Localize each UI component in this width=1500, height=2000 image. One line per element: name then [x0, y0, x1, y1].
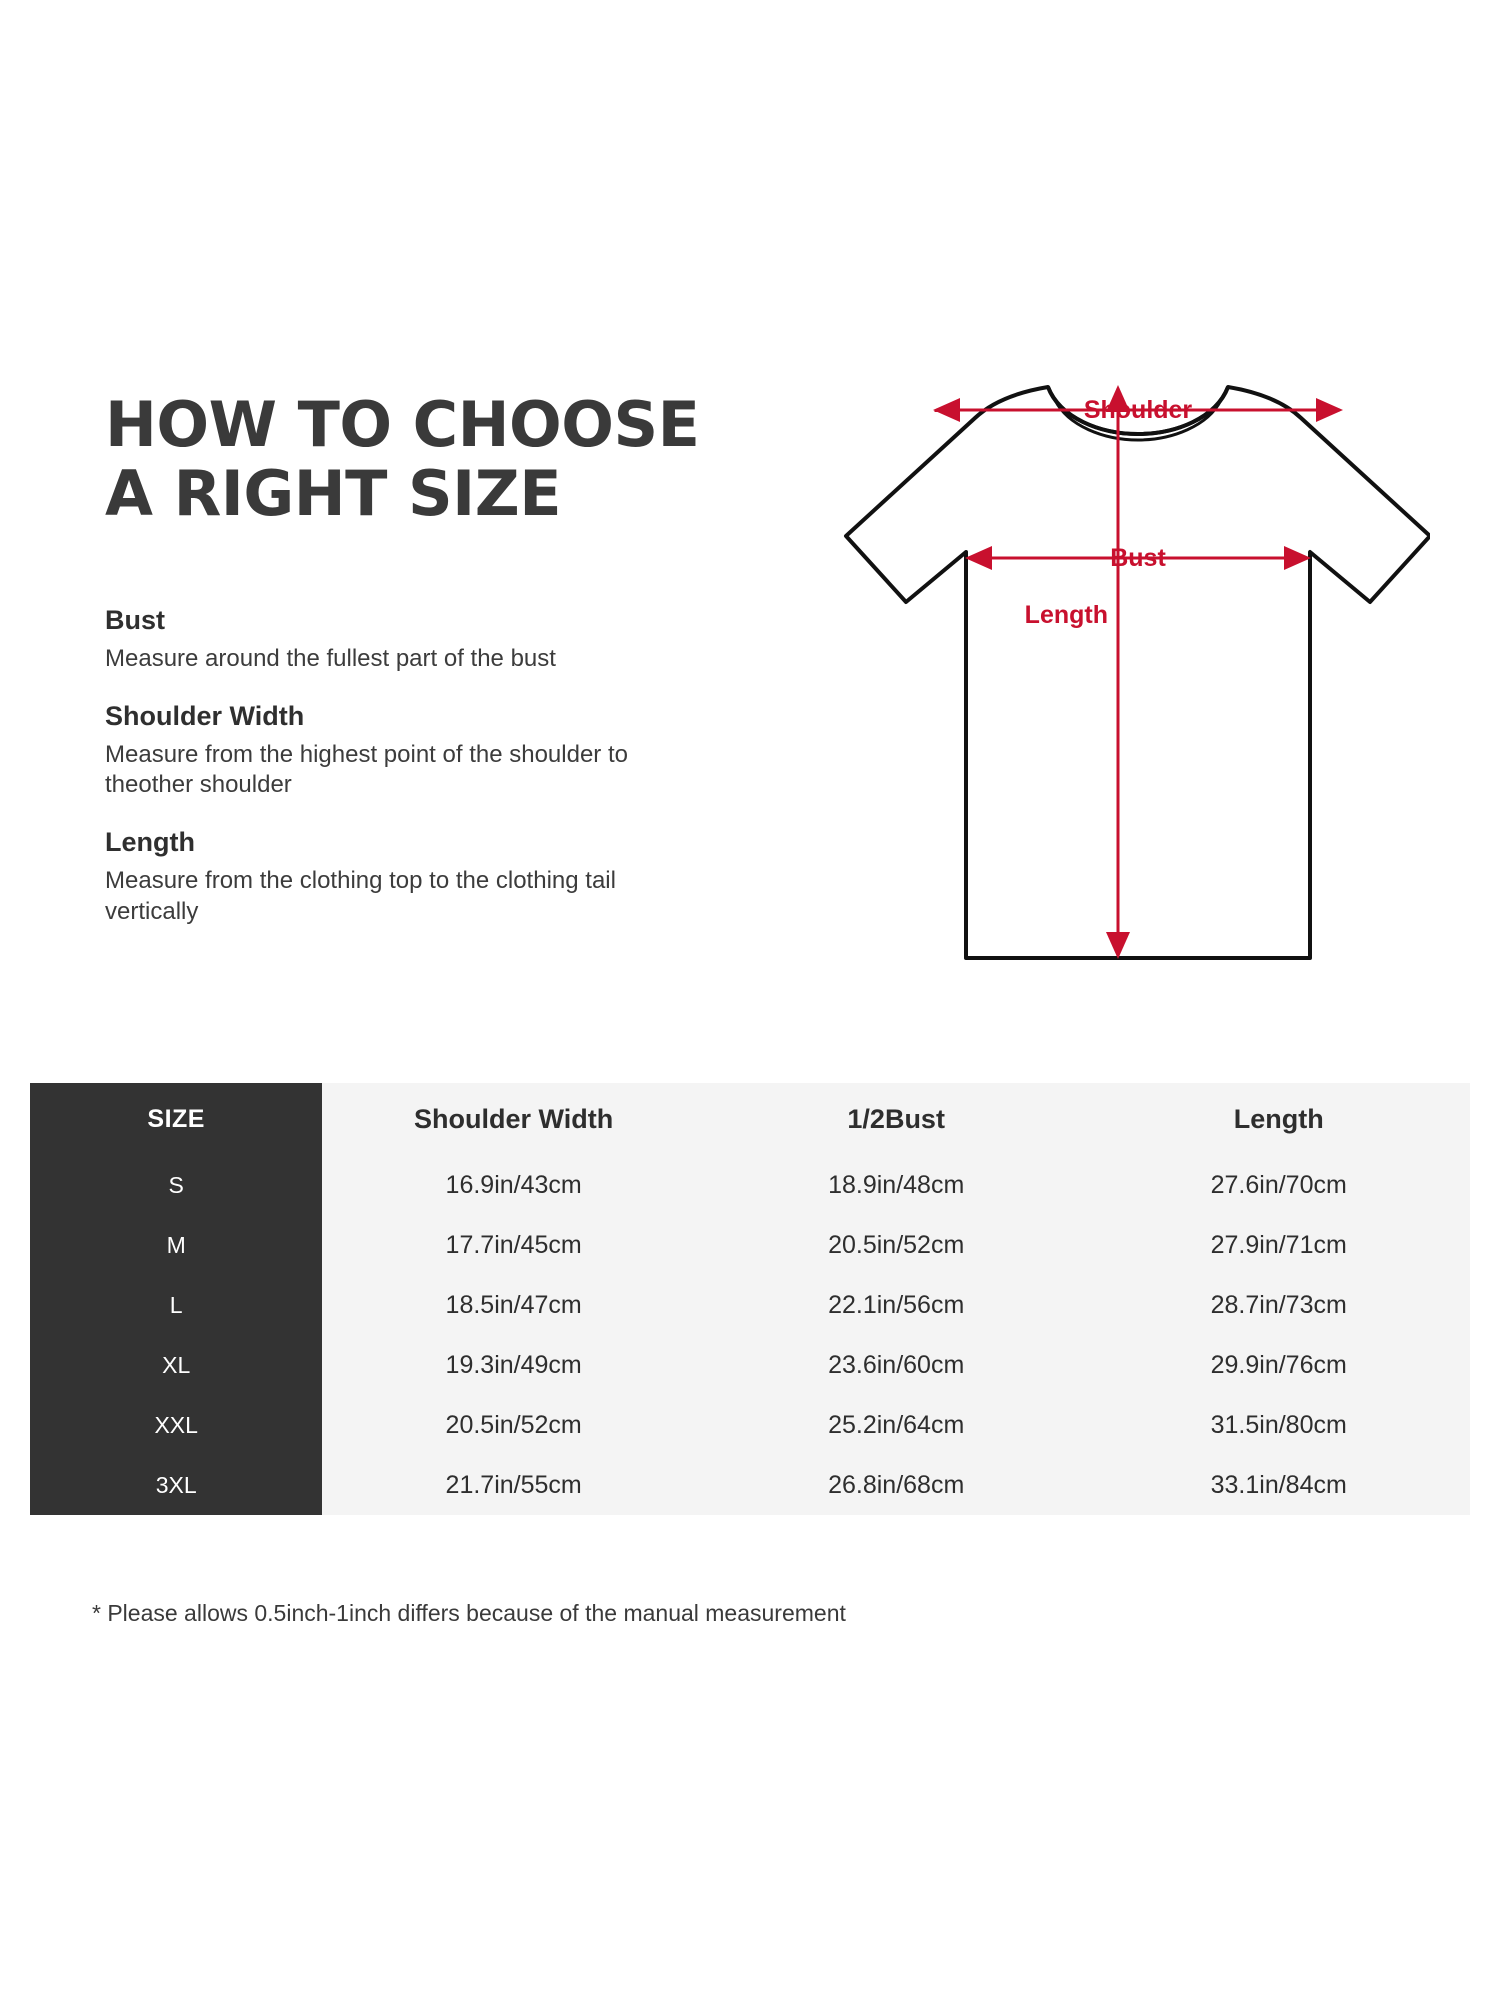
cell-bust: 20.5in/52cm	[705, 1215, 1088, 1275]
tshirt-outline	[846, 387, 1430, 958]
cell-size: 3XL	[30, 1455, 322, 1515]
cell-size: L	[30, 1275, 322, 1335]
size-table-body	[30, 1155, 1470, 1515]
table-row	[30, 1455, 1470, 1515]
cell-size: XL	[30, 1335, 322, 1395]
size-chart-sheet	[30, 0, 1470, 2000]
table-row	[30, 1215, 1470, 1275]
page-title	[105, 390, 745, 529]
bust-label: Bust	[1110, 544, 1166, 572]
column-header-size: SIZE	[30, 1083, 322, 1155]
cell-bust: 22.1in/56cm	[705, 1275, 1088, 1335]
definition-desc-shoulder-width: Measure from the highest point of the shoulder to theother shoulder	[105, 740, 628, 799]
table-row	[30, 1155, 1470, 1215]
size-table-head	[30, 1083, 1470, 1155]
cell-length: 28.7in/73cm	[1087, 1275, 1470, 1335]
table-row	[30, 1275, 1470, 1335]
cell-bust: 25.2in/64cm	[705, 1395, 1088, 1455]
cell-size: XXL	[30, 1395, 322, 1455]
cell-length: 31.5in/80cm	[1087, 1395, 1470, 1455]
cell-bust: 18.9in/48cm	[705, 1155, 1088, 1215]
cell-length: 29.9in/76cm	[1087, 1335, 1470, 1395]
definition-term-bust: Bust	[105, 605, 165, 635]
cell-length: 27.6in/70cm	[1087, 1155, 1470, 1215]
measurement-definitions	[105, 605, 735, 954]
definition-term-length: Length	[105, 827, 195, 858]
cell-size: M	[30, 1215, 322, 1275]
definition-desc-length: Measure from the clothing top to the clothing tail vertically	[105, 867, 616, 925]
column-header-length: Length	[1087, 1083, 1470, 1155]
tshirt-diagram	[730, 340, 1430, 1060]
cell-bust: 23.6in/60cm	[705, 1335, 1088, 1395]
size-table	[30, 1083, 1470, 1515]
column-header-shoulder-width: Shoulder Width	[322, 1083, 705, 1155]
cell-shoulder: 17.7in/45cm	[322, 1215, 705, 1275]
table-row	[30, 1335, 1470, 1395]
tshirt-illustration-svg	[730, 340, 1430, 1060]
column-header-half-bust: 1/2Bust	[705, 1083, 1088, 1155]
shoulder-label: Shoulder	[1083, 396, 1193, 424]
cell-shoulder: 21.7in/55cm	[322, 1455, 705, 1515]
table-row	[30, 1395, 1470, 1455]
cell-length: 33.1in/84cm	[1087, 1455, 1470, 1515]
cell-size: S	[30, 1155, 322, 1215]
definition-term-shoulder-width: Shoulder Width	[105, 700, 305, 731]
definition-desc-bust: Measure around the fullest part of the bust	[105, 645, 556, 672]
cell-shoulder: 16.9in/43cm	[322, 1155, 705, 1215]
how-to-measure-section	[30, 330, 1470, 1070]
page-title-line-1: HOW TO CHOOSE	[105, 388, 700, 461]
size-table-block	[30, 1083, 1470, 1515]
cell-length: 27.9in/71cm	[1087, 1215, 1470, 1275]
page-title-line-2: A RIGHT SIZE	[105, 457, 562, 531]
cell-shoulder: 19.3in/49cm	[322, 1335, 705, 1395]
footnote: * Please allows 0.5inch-1inch differs because of the manual measurement	[92, 1600, 846, 1626]
cell-bust: 26.8in/68cm	[705, 1455, 1088, 1515]
cell-shoulder: 18.5in/47cm	[322, 1275, 705, 1335]
length-label: Length	[1024, 601, 1108, 629]
cell-shoulder: 20.5in/52cm	[322, 1395, 705, 1455]
table-header-row	[30, 1083, 1470, 1155]
